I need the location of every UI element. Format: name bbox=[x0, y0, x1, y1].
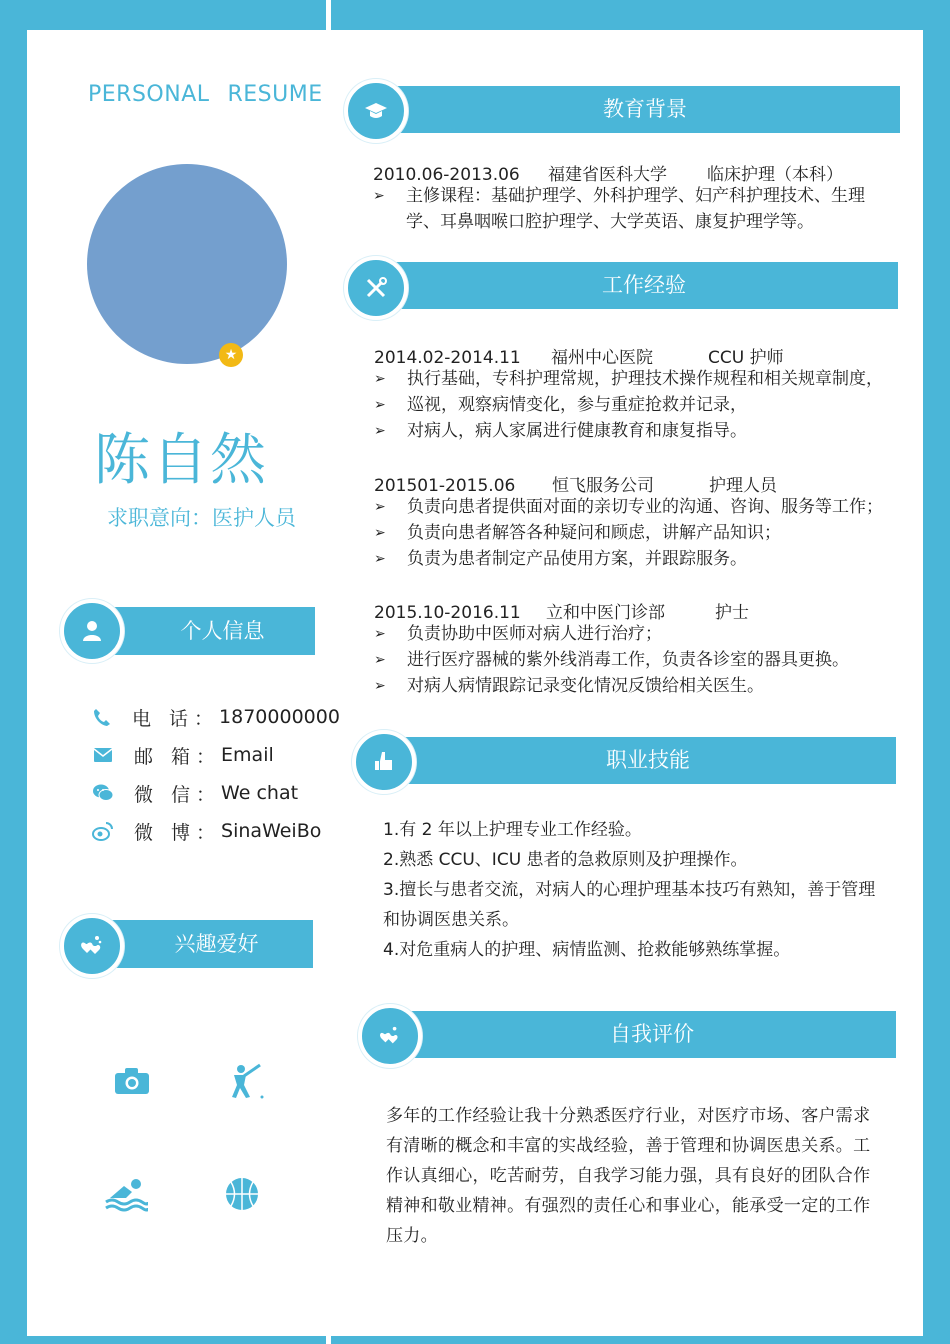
column-divider-top bbox=[326, 0, 331, 30]
header-resume: RESUME bbox=[227, 82, 323, 107]
contact-phone bbox=[92, 703, 340, 731]
work-duties bbox=[374, 366, 894, 444]
skill-item: 4.对危重病人的护理、病情监测、抢救能够熟练掌握。 bbox=[383, 940, 791, 960]
work-role: CCU 护师 bbox=[708, 348, 784, 368]
contact-value: 1870000000 bbox=[219, 706, 340, 728]
work-role: 护士 bbox=[715, 603, 749, 623]
list-item: ➢ 负责协助中医师对病人进行治疗； bbox=[374, 621, 894, 647]
section-title-self-eval: 自我评价 bbox=[408, 1011, 896, 1058]
skills-list bbox=[383, 815, 891, 965]
work-period: 201501-2015.06 bbox=[374, 476, 516, 496]
self-eval-text: 多年的工作经验让我十分熟悉医疗行业，对医疗市场、客户需求有清晰的概念和丰富的实战经验，善于管理和协调医患关系。工作认真细心，吃苦耐劳，自我学习能力强，具有良好的团队合作精神和敬业精神。有强烈的责任心和事业心，能承受一定的工作压力。 bbox=[386, 1106, 871, 1246]
section-title-personal-info: 个人信息 bbox=[110, 607, 315, 655]
work-duties bbox=[374, 621, 894, 699]
camera-icon bbox=[110, 1059, 154, 1103]
work-org: 恒飞服务公司 bbox=[552, 476, 654, 496]
work-entry-head bbox=[374, 343, 784, 368]
list-item: ➢ 对病人，病人家属进行健康教育和康复指导。 bbox=[374, 418, 894, 444]
thumbs-up-icon bbox=[352, 730, 416, 794]
skill-item: 3.擅长与患者交流，对病人的心理护理基本技巧有熟知，善于管理和协调医患关系。 bbox=[383, 880, 876, 930]
work-entry-head bbox=[374, 598, 749, 623]
education-school: 福建省医科大学 bbox=[548, 165, 667, 185]
list-item: ➢ 负责向患者解答各种疑问和顾虑，讲解产品知识； bbox=[374, 520, 904, 546]
work-duties bbox=[374, 494, 904, 572]
section-title-skills: 职业技能 bbox=[400, 737, 896, 784]
list-item: ➢ 执行基础，专科护理常规，护理技术操作规程和相关规章制度， bbox=[374, 366, 894, 392]
section-title-work: 工作经验 bbox=[390, 262, 898, 309]
person-icon bbox=[60, 599, 124, 663]
work-role: 护理人员 bbox=[709, 476, 777, 496]
education-period: 2010.06-2013.06 bbox=[373, 165, 520, 185]
tools-icon bbox=[344, 256, 408, 320]
work-org: 福州中心医院 bbox=[551, 348, 653, 368]
contact-value: Email bbox=[221, 744, 274, 766]
resume-header bbox=[88, 82, 341, 107]
section-title-hobbies: 兴趣爱好 bbox=[110, 920, 313, 968]
work-period: 2014.02-2014.11 bbox=[374, 348, 521, 368]
list-item: ➢ 对病人病情跟踪记录变化情况反馈给相关医生。 bbox=[374, 673, 894, 699]
skill-item: 1.有 2 年以上护理专业工作经验。 bbox=[383, 820, 642, 840]
contact-label: 邮 箱： bbox=[134, 745, 222, 768]
skill-item: 2.熟悉 CCU、ICU 患者的急救原则及护理操作。 bbox=[383, 850, 748, 870]
list-item: ➢ 进行医疗器械的紫外线消毒工作，负责各诊室的器具更换。 bbox=[374, 647, 894, 673]
work-org: 立和中医门诊部 bbox=[546, 603, 665, 623]
candidate-name: 陈自然 bbox=[94, 428, 268, 493]
hearts-icon bbox=[60, 914, 124, 978]
contact-label: 微 博： bbox=[134, 821, 222, 844]
contact-value: We chat bbox=[221, 782, 299, 804]
hearts-icon bbox=[358, 1004, 422, 1068]
work-entry-head bbox=[374, 471, 777, 496]
phone-icon bbox=[92, 706, 112, 728]
job-objective: 求职意向：医护人员 bbox=[107, 506, 296, 530]
list-item: ➢ 巡视，观察病情变化，参与重症抢救并记录， bbox=[374, 392, 894, 418]
contact-email bbox=[92, 741, 332, 769]
contact-value: SinaWeiBo bbox=[221, 820, 322, 842]
contact-weibo bbox=[92, 817, 332, 845]
education-major: 临床护理（本科） bbox=[707, 165, 843, 185]
baseball-icon bbox=[222, 1059, 266, 1103]
contact-wechat bbox=[92, 779, 332, 807]
mail-icon bbox=[92, 744, 114, 766]
contact-label: 电 话： bbox=[132, 707, 220, 730]
basketball-icon bbox=[220, 1172, 264, 1216]
profile-photo-placeholder bbox=[87, 164, 287, 364]
list-item: ➢ 负责为患者制定产品使用方案，并跟踪服务。 bbox=[374, 546, 904, 572]
header-personal: PERSONAL bbox=[88, 82, 210, 107]
contact-label: 微 信： bbox=[134, 783, 222, 806]
wechat-icon bbox=[92, 782, 114, 804]
education-entry bbox=[373, 160, 843, 185]
weibo-icon bbox=[92, 820, 114, 842]
list-item: ➢ 主修课程：基础护理学、外科护理学、妇产科护理技术、生理学、耳鼻咽喉口腔护理学、大学英语、康复护理学等。 bbox=[373, 183, 891, 235]
star-badge-icon: ★ bbox=[219, 343, 243, 367]
column-divider-bottom bbox=[326, 1336, 331, 1344]
swimming-icon bbox=[104, 1172, 148, 1216]
work-period: 2015.10-2016.11 bbox=[374, 603, 521, 623]
list-item: ➢ 负责向患者提供面对面的亲切专业的沟通、咨询、服务等工作； bbox=[374, 494, 904, 520]
section-title-education: 教育背景 bbox=[390, 86, 900, 133]
education-courses bbox=[373, 183, 891, 235]
graduation-cap-icon bbox=[344, 79, 408, 143]
